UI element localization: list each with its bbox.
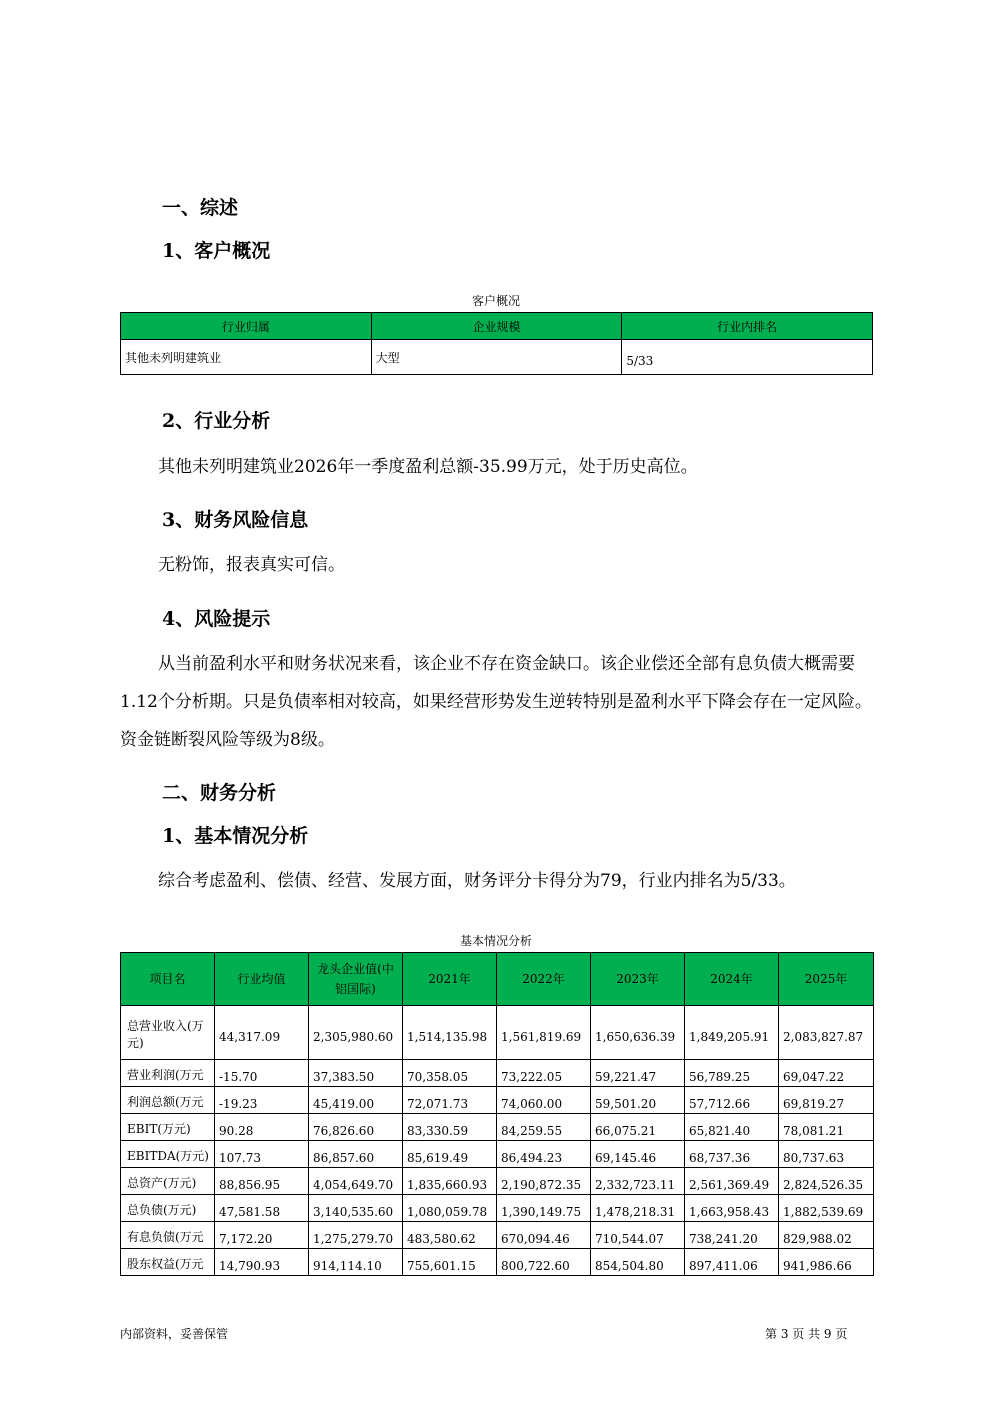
value-cell: 47,581.58 [215, 1195, 309, 1222]
value-cell: 59,221.47 [591, 1060, 685, 1087]
value-cell: 70,358.05 [403, 1060, 497, 1087]
row-label-cell: 有息负债(万元 [121, 1222, 215, 1249]
table-row [121, 1141, 874, 1168]
row-label-cell: EBITDA(万元) [121, 1141, 215, 1168]
value-cell: 73,222.05 [497, 1060, 591, 1087]
value-cell: 2,083,827.87 [779, 1006, 874, 1060]
value-cell: 854,504.80 [591, 1249, 685, 1276]
value-cell: 85,619.49 [403, 1141, 497, 1168]
footer-confidential-note: 内部资料，妥善保管 [120, 1327, 229, 1341]
cell-rank: 5/33 [622, 340, 873, 375]
value-cell: 800,722.60 [497, 1249, 591, 1276]
value-cell: 1,478,218.31 [591, 1195, 685, 1222]
value-cell: -19.23 [215, 1087, 309, 1114]
value-cell: 78,081.21 [779, 1114, 874, 1141]
value-cell: 44,317.09 [215, 1006, 309, 1060]
basic-table-caption: 基本情况分析 [459, 934, 532, 948]
row-label-cell: EBIT(万元) [121, 1114, 215, 1141]
value-cell: 56,789.25 [685, 1060, 779, 1087]
cell-industry: 其他未列明建筑业 [121, 340, 372, 375]
value-cell: 941,986.66 [779, 1249, 874, 1276]
value-cell: 68,737.36 [685, 1141, 779, 1168]
basic-analysis-text: 综合考虑盈利、偿债、经营、发展方面，财务评分卡得分为79，行业内排名为5/33。 [158, 871, 796, 891]
value-cell: 57,712.66 [685, 1087, 779, 1114]
header-leader-value: 龙头企业值(中铝国际) [309, 953, 403, 1006]
header-2021: 2021年 [403, 953, 497, 1006]
value-cell: -15.70 [215, 1060, 309, 1087]
row-label-cell: 总负债(万元) [121, 1195, 215, 1222]
header-rank: 行业内排名 [622, 313, 873, 340]
table-row [121, 1006, 874, 1060]
value-cell: 69,145.46 [591, 1141, 685, 1168]
industry-analysis-text: 其他未列明建筑业2026年一季度盈利总额-35.99万元，处于历史高位。 [158, 457, 698, 477]
value-cell: 66,075.21 [591, 1114, 685, 1141]
value-cell: 2,824,526.35 [779, 1168, 874, 1195]
subheading-basic-analysis: 1、基本情况分析 [162, 825, 309, 847]
value-cell: 1,514,135.98 [403, 1006, 497, 1060]
value-cell: 1,650,636.39 [591, 1006, 685, 1060]
table-row [121, 1060, 874, 1087]
value-cell: 14,790.93 [215, 1249, 309, 1276]
subheading-risk-warning: 4、风险提示 [162, 608, 271, 630]
section-heading-financial-analysis: 二、财务分析 [162, 782, 277, 804]
value-cell: 897,411.06 [685, 1249, 779, 1276]
header-2022: 2022年 [497, 953, 591, 1006]
table-row [121, 1249, 874, 1276]
value-cell: 2,561,369.49 [685, 1168, 779, 1195]
table-row [121, 1195, 874, 1222]
row-label-cell: 营业利润(万元 [121, 1060, 215, 1087]
table-row [121, 1222, 874, 1249]
risk-warning-text: 从当前盈利水平和财务状况来看，该企业不存在资金缺口。该企业偿还全部有息负债大概需要 1.12个分析期。只是负债率相对较高，如果经营形势发生逆转特别是盈利水平下降会存在一定风险。资金链断裂风险等级为8级。 [120, 654, 872, 750]
value-cell: 3,140,535.60 [309, 1195, 403, 1222]
value-cell: 1,849,205.91 [685, 1006, 779, 1060]
header-2025: 2025年 [779, 953, 874, 1006]
subheading-industry-analysis: 2、行业分析 [162, 410, 271, 432]
table-row [121, 1114, 874, 1141]
value-cell: 1,275,279.70 [309, 1222, 403, 1249]
value-cell: 107.73 [215, 1141, 309, 1168]
header-2023: 2023年 [591, 953, 685, 1006]
table-row [121, 1087, 874, 1114]
value-cell: 7,172.20 [215, 1222, 309, 1249]
table-header-row [121, 313, 873, 340]
section-heading-overview: 一、综述 [162, 197, 239, 219]
value-cell: 45,419.00 [309, 1087, 403, 1114]
header-scale: 企业规模 [371, 313, 622, 340]
row-label-cell: 总资产(万元) [121, 1168, 215, 1195]
value-cell: 1,390,149.75 [497, 1195, 591, 1222]
header-industry: 行业归属 [121, 313, 372, 340]
row-label-cell: 利润总额(万元 [121, 1087, 215, 1114]
value-cell: 83,330.59 [403, 1114, 497, 1141]
value-cell: 1,663,958.43 [685, 1195, 779, 1222]
value-cell: 2,305,980.60 [309, 1006, 403, 1060]
footer-page-number: 第 3 页 共 9 页 [765, 1327, 848, 1341]
value-cell: 76,826.60 [309, 1114, 403, 1141]
row-label-cell: 股东权益(万元 [121, 1249, 215, 1276]
value-cell: 59,501.20 [591, 1087, 685, 1114]
value-cell: 1,835,660.93 [403, 1168, 497, 1195]
value-cell: 4,054,649.70 [309, 1168, 403, 1195]
value-cell: 72,071.73 [403, 1087, 497, 1114]
value-cell: 84,259.55 [497, 1114, 591, 1141]
customer-overview-table [120, 312, 873, 375]
cell-scale: 大型 [371, 340, 622, 375]
financial-risk-text: 无粉饰，报表真实可信。 [158, 555, 345, 575]
table-row [121, 1168, 874, 1195]
value-cell: 74,060.00 [497, 1087, 591, 1114]
value-cell: 1,882,539.69 [779, 1195, 874, 1222]
subheading-customer-overview: 1、客户概况 [162, 240, 271, 262]
value-cell: 829,988.02 [779, 1222, 874, 1249]
value-cell: 80,737.63 [779, 1141, 874, 1168]
value-cell: 2,190,872.35 [497, 1168, 591, 1195]
value-cell: 1,080,059.78 [403, 1195, 497, 1222]
value-cell: 90.28 [215, 1114, 309, 1141]
subheading-financial-risk: 3、财务风险信息 [162, 509, 309, 531]
header-industry-avg: 行业均值 [215, 953, 309, 1006]
value-cell: 710,544.07 [591, 1222, 685, 1249]
value-cell: 1,561,819.69 [497, 1006, 591, 1060]
value-cell: 483,580.62 [403, 1222, 497, 1249]
value-cell: 2,332,723.11 [591, 1168, 685, 1195]
header-2024: 2024年 [685, 953, 779, 1006]
value-cell: 670,094.46 [497, 1222, 591, 1249]
table-row [121, 340, 873, 375]
header-item: 项目名 [121, 953, 215, 1006]
value-cell: 86,494.23 [497, 1141, 591, 1168]
overview-table-caption: 客户概况 [471, 294, 520, 308]
table-header-row [121, 953, 874, 1006]
value-cell: 914,114.10 [309, 1249, 403, 1276]
value-cell: 88,856.95 [215, 1168, 309, 1195]
value-cell: 37,383.50 [309, 1060, 403, 1087]
value-cell: 65,821.40 [685, 1114, 779, 1141]
value-cell: 755,601.15 [403, 1249, 497, 1276]
value-cell: 86,857.60 [309, 1141, 403, 1168]
row-label-cell: 总营业收入(万元) [121, 1006, 215, 1060]
value-cell: 69,047.22 [779, 1060, 874, 1087]
basic-analysis-table [120, 952, 874, 1276]
value-cell: 69,819.27 [779, 1087, 874, 1114]
value-cell: 738,241.20 [685, 1222, 779, 1249]
